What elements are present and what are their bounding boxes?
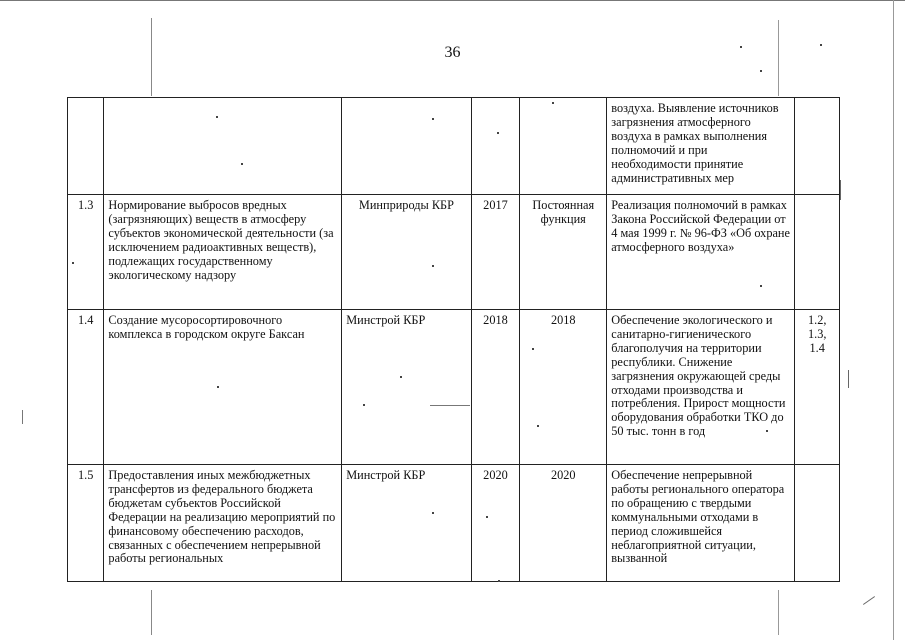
executor-cell: Минстрой КБР bbox=[342, 465, 472, 582]
scan-dot bbox=[241, 163, 243, 165]
scan-line-mark bbox=[22, 410, 23, 424]
indicator-links-cell bbox=[795, 195, 840, 310]
measure-title: Нормирование выбросов вредных (загрязняющих) веществ в атмосферу субъектов экономической деятельности (за исключением радиоактивных веществ), подлежащих государственному экологическому надзору bbox=[104, 195, 342, 310]
deadline-cell: 2020 bbox=[520, 465, 607, 582]
executor-cell: Минстрой КБР bbox=[342, 310, 472, 465]
start-year-cell: 2017 bbox=[471, 195, 520, 310]
start-year-cell bbox=[471, 98, 520, 195]
scan-dot bbox=[537, 425, 539, 427]
measure-title: Предоставления иных межбюджетных трансфертов из федерального бюджета бюджетам субъектов Российской Федерации на реализацию мероприятий по финансовому обеспечению расходов, связанных с обеспечением непрерывной работы региональных bbox=[104, 465, 342, 582]
measure-title bbox=[104, 98, 342, 195]
scan-dot bbox=[766, 430, 768, 432]
table-row bbox=[68, 465, 840, 582]
scan-dot bbox=[497, 132, 499, 134]
scan-dot bbox=[217, 386, 219, 388]
scan-dot bbox=[760, 70, 762, 72]
deadline-cell: Постоянная функция bbox=[520, 195, 607, 310]
scan-dot bbox=[740, 46, 742, 48]
deadline-cell bbox=[520, 98, 607, 195]
start-year-cell: 2020 bbox=[471, 465, 520, 582]
deadline-cell: 2018 bbox=[520, 310, 607, 465]
scan-dot bbox=[486, 516, 488, 518]
scan-dot bbox=[760, 285, 762, 287]
scan-dot bbox=[552, 102, 554, 104]
expected-result-cell: Реализация полномочий в рамках Закона Российской Федерации от 4 мая 1999 г. № 96-ФЗ «Об охране атмосферного воздуха» bbox=[607, 195, 795, 310]
scan-border-mark bbox=[0, 0, 905, 1]
row-number bbox=[68, 98, 104, 195]
executor-cell: Минприроды КБР bbox=[342, 195, 472, 310]
table-row bbox=[68, 195, 840, 310]
page-number: 36 bbox=[444, 44, 461, 61]
scan-line-mark bbox=[840, 180, 841, 200]
executor-cell bbox=[342, 98, 472, 195]
scan-dot bbox=[400, 376, 402, 378]
expected-result-cell: Обеспечение экологического и санитарно-гигиенического благополучия на территории республики. Снижение загрязнения окружающей среды отходами производства и потребления. Прирост мощности оборудования обработки ТКО до 50 тыс. тонн в год bbox=[607, 310, 795, 465]
scan-dot bbox=[432, 118, 434, 120]
scan-line-mark bbox=[863, 596, 875, 605]
expected-result-cell: Обеспечение непрерывной работы регионального оператора по обращению с твердыми коммунальными отходами в период сложившейся неблагоприятной ситуации, вызванной bbox=[607, 465, 795, 582]
measures-table bbox=[67, 97, 840, 582]
scan-line-mark bbox=[430, 405, 470, 406]
scan-border-mark bbox=[893, 0, 894, 640]
scan-dot bbox=[72, 262, 74, 264]
scan-dot bbox=[432, 512, 434, 514]
expected-result-cell: воздуха. Выявление источников загрязнения атмосферного воздуха в рамках выполнения полномочий и при необходимости принятие административных мер bbox=[607, 98, 795, 195]
scan-dot bbox=[532, 348, 534, 350]
row-number: 1.4 bbox=[68, 310, 104, 465]
table-row bbox=[68, 98, 840, 195]
scan-line-mark bbox=[848, 370, 849, 388]
scan-line-mark bbox=[151, 590, 152, 635]
scan-dot bbox=[820, 44, 822, 46]
table-row bbox=[68, 310, 840, 465]
scan-dot bbox=[363, 404, 365, 406]
scan-dot bbox=[432, 265, 434, 267]
scan-dot bbox=[498, 580, 500, 582]
start-year-cell: 2018 bbox=[471, 310, 520, 465]
row-number: 1.3 bbox=[68, 195, 104, 310]
scan-line-mark bbox=[778, 590, 779, 635]
scan-line-mark bbox=[151, 18, 152, 96]
scan-dot bbox=[216, 116, 218, 118]
indicator-links-cell: 1.2, 1.3, 1.4 bbox=[795, 310, 840, 465]
scan-line-mark bbox=[778, 20, 779, 96]
indicator-links-cell bbox=[795, 98, 840, 195]
indicator-links-cell bbox=[795, 465, 840, 582]
measure-title: Создание мусоросортировочного комплекса в городском округе Баксан bbox=[104, 310, 342, 465]
row-number: 1.5 bbox=[68, 465, 104, 582]
